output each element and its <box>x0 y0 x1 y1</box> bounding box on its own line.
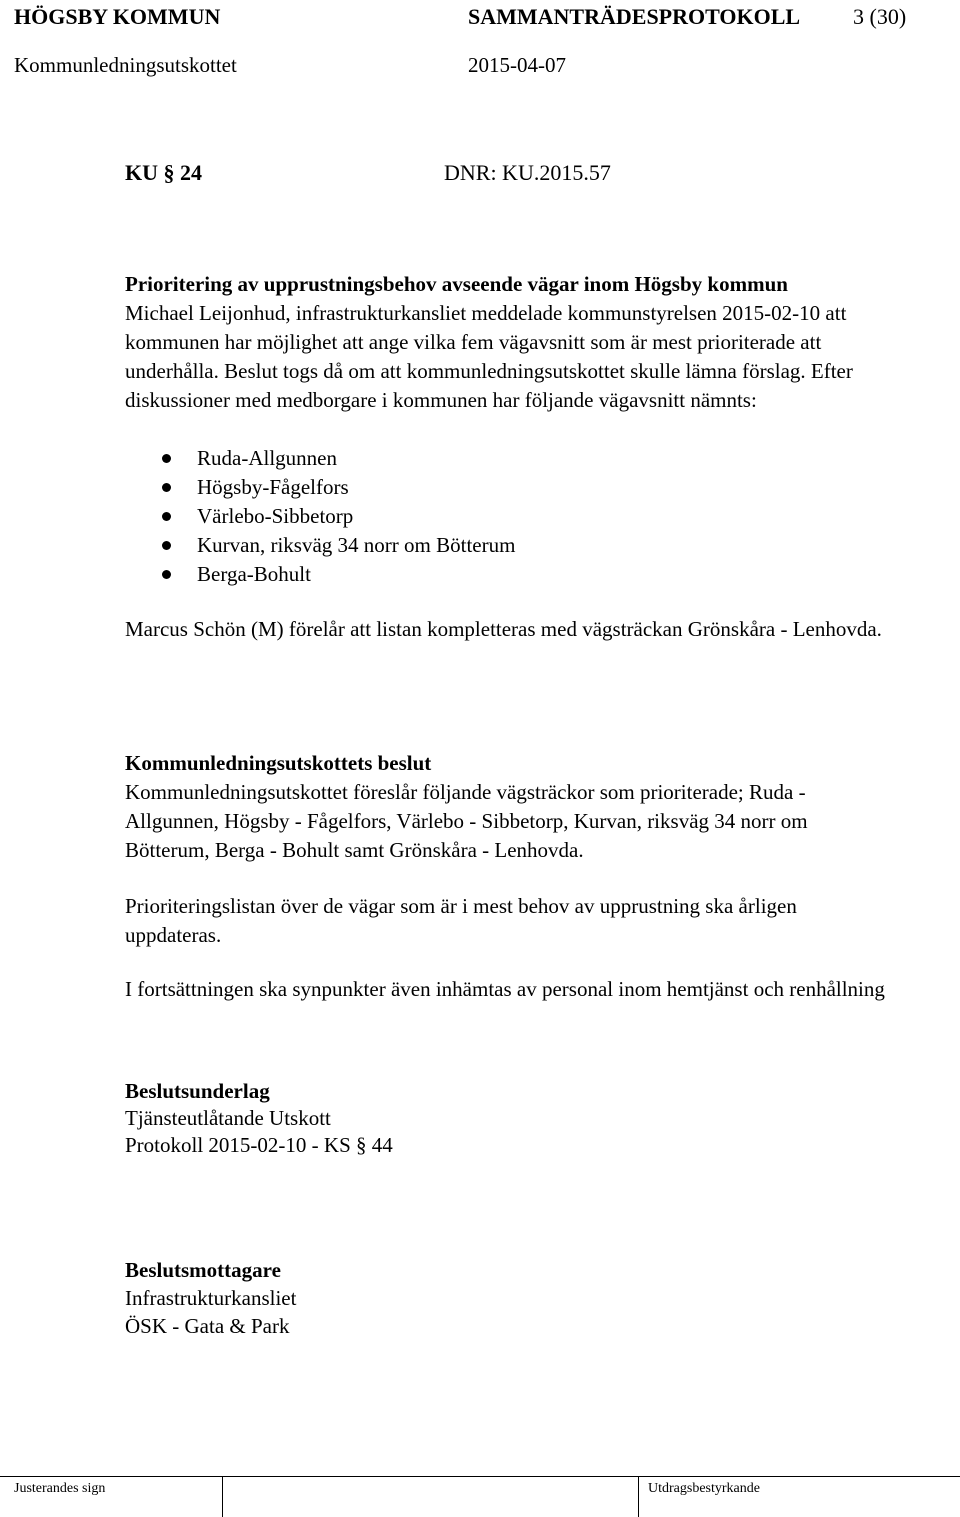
decision-update: Prioriteringslistan över de vägar som är i mest behov av upprustning ska årligen uppdateras. <box>125 894 797 947</box>
item-title: Prioritering av upprustningsbehov avseende vägar inom Högsby kommun <box>125 272 788 296</box>
decision-heading: Kommunledningsutskottets beslut <box>125 751 432 775</box>
bullet-icon <box>162 454 171 463</box>
recipients-section <box>125 1256 885 1340</box>
bullet-icon <box>162 570 171 579</box>
basis-section <box>125 1078 885 1159</box>
case-number: KU § 24 <box>125 160 202 185</box>
document-type: SAMMANTRÄDESPROTOKOLL <box>468 4 801 29</box>
meeting-date: 2015-04-07 <box>468 53 566 77</box>
committee-name: Kommunledningsutskottet <box>14 53 237 77</box>
list-item: Högsby-Fågelfors <box>125 473 885 502</box>
bullet-icon <box>162 512 171 521</box>
footer-extract-label: Utdragsbestyrkande <box>648 1481 760 1496</box>
decision-text: Kommunledningsutskottet föreslår följande vägsträckor som prioriterade; Ruda - Allgunnen, Högsby - Fågelfors, Värlebo - Sibbetorp, Kurvan, riksväg 34 norr om Bötterum, Berga - Bohult samt Grönskåra - Lenhovda. <box>125 780 808 862</box>
main-content <box>125 270 885 644</box>
basis-item: Protokoll 2015-02-10 - KS § 44 <box>125 1133 393 1157</box>
road-list <box>125 444 885 589</box>
basis-heading: Beslutsunderlag <box>125 1079 270 1103</box>
bullet-icon <box>162 541 171 550</box>
bullet-icon <box>162 483 171 492</box>
recipients-heading: Beslutsmottagare <box>125 1258 281 1282</box>
page-number: 3 (30) <box>853 4 907 29</box>
case-dnr: DNR: KU.2015.57 <box>444 160 611 185</box>
intro-paragraph: Michael Leijonhud, infrastrukturkansliet meddelade kommunstyrelsen 2015-02-10 att kommunen har möjlighet att ange vilka fem vägavsnitt som är mest prioriterade att underhålla. Beslut togs då om att kommunledningsutskottet skulle lämna förslag. Efter diskussioner med medborgare i kommunen har följande vägavsnitt nämnts: <box>125 301 853 412</box>
footer-sign-label: Justerandes sign <box>14 1481 106 1496</box>
footer-column-divider <box>222 1476 223 1517</box>
list-item: Ruda-Allgunnen <box>125 444 885 473</box>
recipient-item: ÖSK - Gata & Park <box>125 1314 290 1338</box>
basis-item: Tjänsteutlåtande Utskott <box>125 1106 331 1130</box>
footer-divider <box>0 1476 960 1477</box>
list-item: Kurvan, riksväg 34 norr om Bötterum <box>125 531 885 560</box>
decision-section <box>125 749 885 1004</box>
proposal-paragraph: Marcus Schön (M) förelår att listan kompletteras med vägsträckan Grönskåra - Lenhovda. <box>125 617 882 641</box>
recipient-item: Infrastrukturkansliet <box>125 1286 297 1310</box>
list-item: Värlebo-Sibbetorp <box>125 502 885 531</box>
municipality-name: HÖGSBY KOMMUN <box>14 4 221 29</box>
footer-column-divider <box>638 1476 639 1517</box>
list-item: Berga-Bohult <box>125 560 885 589</box>
decision-future: I fortsättningen ska synpunkter även inhämtas av personal inom hemtjänst och renhållning <box>125 977 885 1001</box>
